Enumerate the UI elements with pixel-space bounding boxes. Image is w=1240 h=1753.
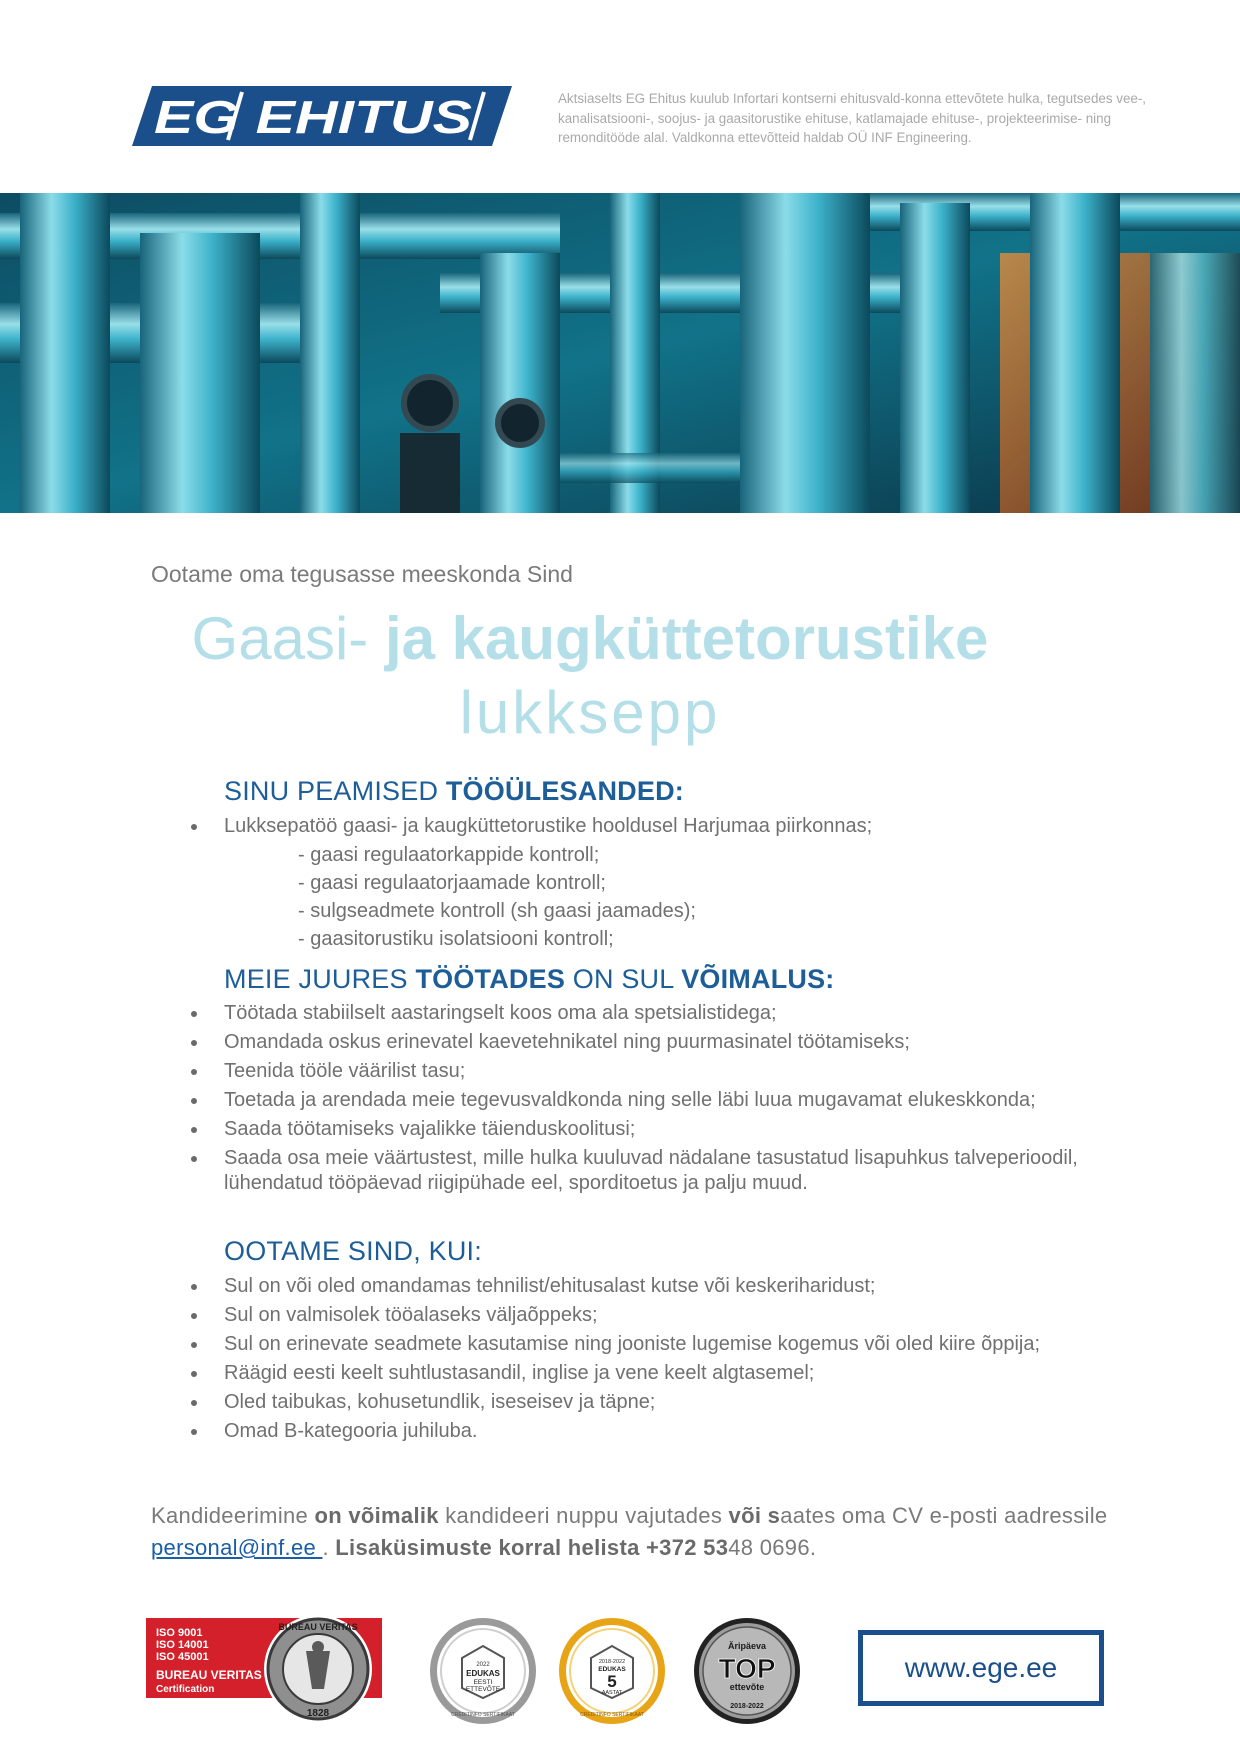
cert3-top-label: Äripäeva [727, 1641, 767, 1651]
list-item: Oled taibukas, kohusetundlik, iseseisev ja täpne; [224, 1390, 1104, 1415]
tasks-sublist [298, 841, 696, 953]
tasks-heading-bold: TÖÖÜLESANDED: [445, 776, 684, 806]
tasks-list [224, 814, 1104, 843]
cert1-line1: EDUKAS [466, 1669, 500, 1678]
cert1-line2: EESTI [473, 1679, 493, 1686]
cert3-years: 2018-2022 [730, 1703, 764, 1710]
list-item: - gaasitorustiku isolatsiooni kontroll; [298, 928, 614, 950]
cert1-ring: CREDITINFO SERTIFIKAAT [451, 1712, 515, 1718]
list-item: Teenida tööle väärilist tasu; [224, 1059, 1104, 1084]
cert2-year: 2018-2022 [598, 1659, 626, 1665]
list-item: Sul on valmisolek tööalaseks väljaõppeks; [224, 1303, 1104, 1328]
tasks-heading [224, 776, 684, 807]
job-title-part-2: ja kaugküttetorustike [384, 605, 989, 672]
cert2-number: 5 [607, 1672, 617, 1691]
job-title [140, 602, 1040, 750]
cert2-ring: CREDITINFO SERTIFIKAAT [580, 1712, 644, 1718]
list-item: - gaasi regulaatorkappide kontroll; [298, 844, 600, 866]
closing-part-3: kandideeri nuppu vajutades [438, 1503, 729, 1528]
requirements-heading: OOTAME SIND, KUI: [224, 1236, 482, 1266]
closing-part-7: Lisaküsimuste korral helista +372 53 [335, 1535, 729, 1560]
closing-part-5: aates oma CV e-posti aadressile [780, 1503, 1108, 1528]
aripaev-top-badge [692, 1616, 802, 1726]
list-item: Sul on erinevate seadmete kasutamise ning jooniste lugemise kogemus või oled kiire õppija; [224, 1332, 1104, 1357]
cert2-line2: AASTAT [601, 1690, 623, 1696]
closing-part-6: . [322, 1535, 336, 1560]
list-item: Omad B-kategooria juhiluba. [224, 1419, 1104, 1444]
closing-part-4: või s [728, 1503, 781, 1528]
list-item: - gaasi regulaatorjaamade kontroll; [298, 872, 606, 894]
eg-ehitus-logo [132, 86, 512, 146]
closing-part-1: Kandideerimine [151, 1503, 315, 1528]
list-item: Lukksepatöö gaasi- ja kaugküttetorustike hooldusel Harjumaa piirkonnas; [224, 814, 1104, 839]
list-item: Saada töötamiseks vajalikke täienduskoolitusi; [224, 1117, 1104, 1142]
bv-iso-1: ISO 9001 [156, 1627, 203, 1639]
bv-cert: Certification [156, 1684, 215, 1695]
opportunities-heading-4: VÕIMALUS: [681, 964, 835, 994]
list-item: Räägid eesti keelt suhtlustasandil, inglise ja vene keelt algtasemel; [224, 1361, 1104, 1386]
job-title-part-1: Gaasi- [191, 605, 385, 672]
opportunities-heading-2: TÖÖTADES [415, 964, 566, 994]
bv-iso-3: ISO 45001 [156, 1651, 209, 1663]
bv-iso-2: ISO 14001 [156, 1639, 209, 1651]
requirements-list [224, 1274, 1104, 1448]
company-intro: Aktsiaselts EG Ehitus kuulub Infortari kontserni ehitusvald-konna ettevõtete hulka, tegutsedes vee-, kanalisatsiooni-, soojus- ja gaasitorustike ehituse, katlamajade ehituse-, projekteerimise- ning remonditööde alal. Valdkonna ettevõtteid haldab OÜ INF Engineering. [558, 91, 1147, 145]
tasks-heading-normal: SINU PEAMISED [224, 776, 446, 806]
opportunities-heading [224, 964, 834, 995]
list-item: Töötada stabiilselt aastaringselt koos oma ala spetsialistidega; [224, 1001, 1104, 1026]
closing-part-2: on võimalik [314, 1503, 439, 1528]
website-link[interactable]: www.ege.ee [858, 1630, 1104, 1706]
opportunities-list [224, 1001, 1104, 1200]
creditinfo-badge-5-years [557, 1616, 667, 1726]
cert2-line1: EDUKAS [598, 1666, 626, 1673]
opportunities-heading-1: MEIE JUURES [224, 964, 416, 994]
creditinfo-badge-2022 [428, 1616, 538, 1726]
job-intro: Ootame oma tegusasse meeskonda Sind [151, 561, 573, 587]
opportunities-heading-3: ON SUL [565, 964, 682, 994]
closing-part-8: 48 0696. [728, 1535, 817, 1560]
list-item: Saada osa meie väärtustest, mille hulka kuuluvad nädalane tasustatud lisapuhkus talveperioodil, lühendatud tööpäevad riigipühade eel, sporditoetus ja palju muud. [224, 1146, 1104, 1196]
application-info [151, 1500, 1111, 1564]
cert1-line3: ETTEVÕTE [465, 1686, 501, 1693]
logo-text: EG EHITUS [154, 91, 473, 143]
bv-seal-text: BUREAU VERITAS [278, 1622, 358, 1632]
bv-seal-year: 1828 [306, 1708, 330, 1719]
industrial-pipes-photo [0, 193, 1240, 513]
list-item: Sul on või oled omandamas tehnilist/ehitusalast kutse või keskeriharidust; [224, 1274, 1104, 1299]
list-item: Omandada oskus erinevatel kaevetehnikatel ning puurmasinatel töötamiseks; [224, 1030, 1104, 1055]
list-item: - sulgseadmete kontroll (sh gaasi jaamades); [298, 900, 696, 922]
email-link[interactable]: personal@inf.ee [151, 1535, 323, 1560]
cert3-sub: ettevõte [729, 1682, 765, 1692]
job-title-part-3: lukksepp [459, 679, 721, 746]
list-item: Toetada ja arendada meie tegevusvaldkonda ning selle läbi luua mugavamat elukeskkonda; [224, 1088, 1104, 1113]
cert1-year: 2022 [476, 1662, 490, 1668]
bureau-veritas-badge [146, 1613, 382, 1725]
bv-name: BUREAU VERITAS [156, 1668, 262, 1682]
cert3-main: TOP [718, 1653, 776, 1684]
